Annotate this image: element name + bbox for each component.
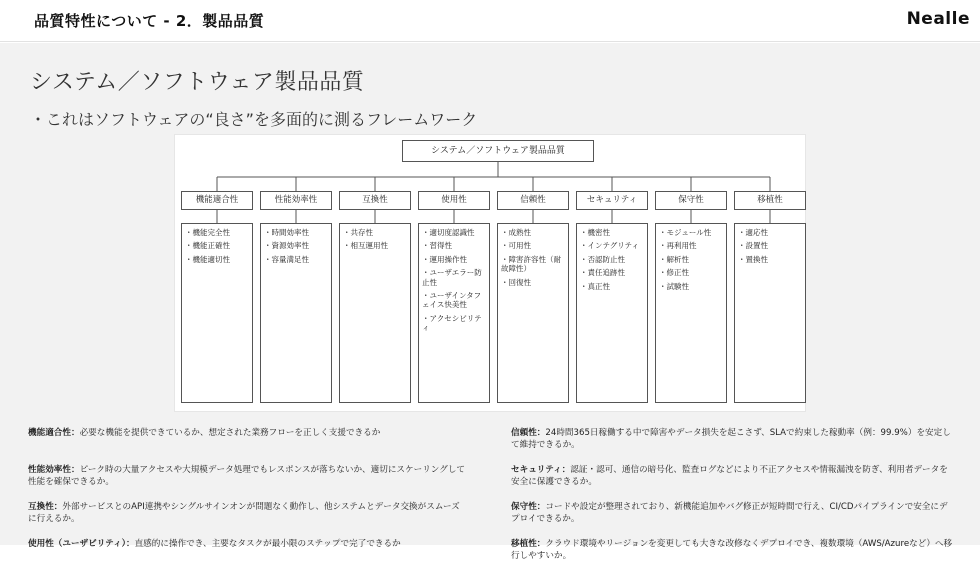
subcharacteristic-item: ・ユーザインタフェイス快美性 [422, 290, 482, 310]
category-detail-box [339, 223, 411, 403]
category-detail-box [497, 223, 569, 403]
page-subtitle: ・これはソフトウェアの“良さ”を多面的に測るフレームワーク [30, 110, 478, 129]
category-node: 機能適合性 [181, 191, 253, 210]
description-text: 外部サービスとのAPI連携やシングルサインオンが問題なく動作し、他システムとデータ交換がスムーズに行えるか。 [28, 502, 460, 524]
subcharacteristic-item: ・可用性 [501, 241, 531, 251]
subcharacteristic-item: ・共存性 [343, 228, 373, 237]
subcharacteristic-item: ・再利用性 [659, 241, 697, 251]
diagram-root-node: システム／ソフトウェア製品品質 [402, 140, 594, 162]
slide-content [0, 43, 980, 561]
subcharacteristic-item: ・容量満足性 [264, 254, 309, 264]
subcharacteristic-item: ・運用操作性 [422, 254, 467, 264]
description-term: 使用性（ユーザビリティ）： [28, 539, 135, 549]
category-detail-box [655, 223, 727, 403]
subcharacteristic-item: ・機密性 [580, 228, 610, 237]
subcharacteristic-item: ・責任追跡性 [580, 268, 625, 278]
description-term: 性能効率性： [28, 465, 80, 475]
category-detail-box [576, 223, 648, 403]
subcharacteristic-item: ・資源効率性 [264, 241, 309, 251]
subcharacteristic-item: ・試験性 [659, 281, 689, 291]
header-bar [0, 0, 980, 42]
subcharacteristic-item: ・ユーザエラー防止性 [422, 268, 482, 287]
category-detail-box [418, 223, 490, 403]
characteristic-description [511, 539, 956, 563]
description-term: 機能適合性： [28, 428, 80, 438]
description-text: クラウド環境やリージョンを変更しても大きな改修なくデプロイでき、複数環境（AWS/Azureなど）へ移行しやすいか。 [511, 539, 953, 561]
category-node: 互換性 [339, 191, 411, 210]
subcharacteristic-item: ・機能正確性 [185, 241, 230, 251]
subcharacteristic-item: ・機能適切性 [185, 254, 230, 264]
characteristic-description [511, 465, 956, 489]
category-node: セキュリティ [576, 191, 648, 210]
description-term: 信頼性： [511, 428, 546, 438]
subcharacteristic-item: ・アクセシビリティ [422, 313, 482, 332]
subcharacteristic-item: ・時間効率性 [264, 228, 309, 237]
category-node: 使用性 [418, 191, 490, 210]
brand-logo: Nealle [906, 9, 970, 29]
category-detail-box [181, 223, 253, 403]
description-column-right [511, 428, 956, 576]
characteristic-description [28, 539, 468, 563]
category-node: 保守性 [655, 191, 727, 210]
category-detail-box [734, 223, 806, 403]
characteristic-description [511, 502, 956, 526]
description-column-left [28, 428, 468, 576]
category-detail-box [260, 223, 332, 403]
subcharacteristic-item: ・習得性 [422, 241, 452, 251]
category-node: 移植性 [734, 191, 806, 210]
category-node: 性能効率性 [260, 191, 332, 210]
category-node: 信頼性 [497, 191, 569, 210]
description-text: 必要な機能を提供できているか、想定された業務フローを正しく支援できるか [79, 428, 381, 438]
characteristic-description [511, 428, 956, 452]
subcharacteristic-item: ・機能完全性 [185, 228, 230, 237]
description-text: 認証・認可、通信の暗号化、監査ログなどにより不正アクセスや情報漏洩を防ぎ、利用者データを安全に保護できるか。 [511, 465, 948, 487]
subcharacteristic-item: ・否認防止性 [580, 254, 625, 264]
characteristic-description [28, 428, 468, 452]
description-term: 移植性： [511, 539, 546, 549]
description-term: セキュリティ： [511, 465, 571, 475]
subcharacteristic-item: ・障害許容性（耐故障性） [501, 254, 561, 274]
characteristic-description [28, 502, 468, 526]
description-text: ピーク時の大量アクセスや大規模データ処理でもレスポンスが落ちないか、適切にスケーリングして性能を確保できるか。 [28, 465, 466, 487]
subcharacteristic-item: ・回復性 [501, 277, 531, 287]
characteristic-description [28, 465, 468, 489]
description-text: 24時間365日稼働する中で障害やデータ損失を起こさず、SLAで約束した稼動率（例：99.9%）を安定して維持できるか。 [511, 428, 951, 450]
subcharacteristic-item: ・インテグリティ [580, 241, 639, 251]
description-term: 保守性： [511, 502, 546, 512]
quality-model-diagram [174, 134, 806, 412]
subcharacteristic-item: ・成熟性 [501, 228, 531, 237]
subcharacteristic-item: ・適応性 [738, 228, 768, 237]
subcharacteristic-item: ・設置性 [738, 241, 768, 251]
subcharacteristic-item: ・相互運用性 [343, 241, 388, 251]
description-term: 互換性： [28, 502, 63, 512]
subcharacteristic-item: ・置換性 [738, 254, 768, 264]
page-title: システム／ソフトウェア製品品質 [30, 70, 365, 95]
subcharacteristic-item: ・適切度認識性 [422, 228, 475, 237]
subcharacteristic-item: ・モジュール性 [659, 228, 712, 237]
header-title: 品質特性について - 2．製品品質 [34, 12, 265, 30]
description-text: 直感的に操作でき、主要なタスクが最小限のステップで完了できるか [134, 539, 401, 549]
subcharacteristic-item: ・解析性 [659, 254, 689, 264]
subcharacteristic-item: ・修正性 [659, 268, 689, 278]
description-text: コードや設定が整理されており、新機能追加やバグ修正が短時間で行え、CI/CDパイプラインで安全にデプロイできるか。 [511, 502, 948, 524]
subcharacteristic-item: ・真正性 [580, 281, 610, 291]
